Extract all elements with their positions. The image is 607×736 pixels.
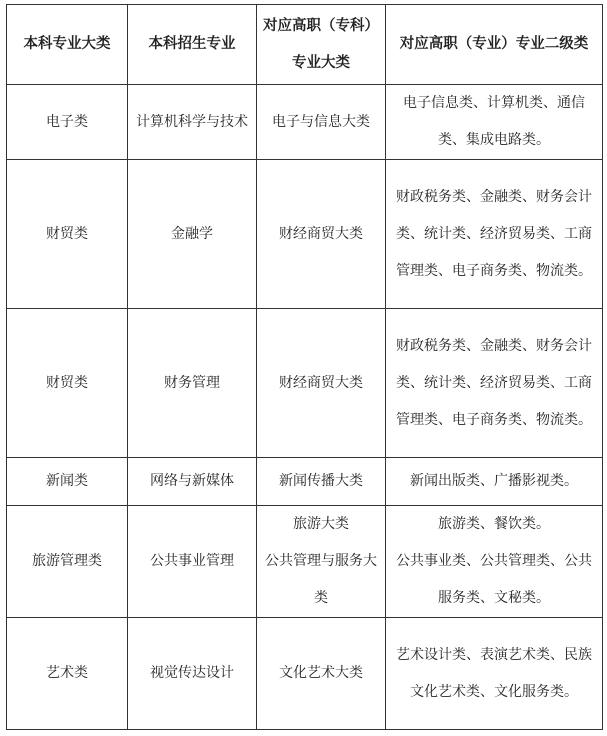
vocational-category-text: 旅游大类 bbox=[293, 516, 349, 532]
cell-vocational-category bbox=[257, 618, 386, 730]
cell-vocational-subcategory bbox=[386, 506, 603, 618]
cell-vocational-subcategory bbox=[386, 160, 603, 309]
vocational-subcategory-text: 旅游类、餐饮类。 bbox=[438, 516, 550, 532]
cell-undergrad-major: 公共事业管理 bbox=[128, 506, 257, 618]
cell-undergrad-major: 计算机科学与技术 bbox=[128, 85, 257, 160]
cell-vocational-subcategory bbox=[386, 309, 603, 458]
vocational-category-text: 财经商贸大类 bbox=[279, 225, 363, 242]
header-vocational-category: 对应高职（专科）专业大类 bbox=[257, 5, 386, 85]
cell-undergrad-major: 网络与新媒体 bbox=[128, 458, 257, 506]
cell-vocational-category bbox=[257, 506, 386, 618]
cell-undergrad-major: 财务管理 bbox=[128, 309, 257, 458]
table-row bbox=[7, 458, 603, 506]
table-row bbox=[7, 506, 603, 618]
cell-vocational-category bbox=[257, 85, 386, 160]
cell-undergrad-major: 视觉传达设计 bbox=[128, 618, 257, 730]
cell-category: 旅游管理类 bbox=[7, 506, 128, 618]
cell-category: 电子类 bbox=[7, 85, 128, 160]
cell-category: 财贸类 bbox=[7, 160, 128, 309]
vocational-subcategory-text: 财政税务类、金融类、财务会计类、统计类、经济贸易类、工商管理类、电子商务类、物流类。 bbox=[396, 188, 592, 279]
cell-undergrad-major: 金融学 bbox=[128, 160, 257, 309]
header-undergrad-major: 本科招生专业 bbox=[128, 5, 257, 85]
vocational-subcategory-text: 新闻出版类、广播影视类。 bbox=[410, 473, 578, 489]
cell-vocational-subcategory bbox=[386, 85, 603, 160]
header-undergrad-category: 本科专业大类 bbox=[7, 5, 128, 85]
vocational-category-text: 电子与信息大类 bbox=[272, 113, 370, 130]
vocational-subcategory-text: 公共事业类、公共管理类、公共服务类、文秘类。 bbox=[396, 553, 592, 606]
cell-category: 新闻类 bbox=[7, 458, 128, 506]
header-vocational-subcategory: 对应高职（专业）专业二级类 bbox=[386, 5, 603, 85]
cell-vocational-category bbox=[257, 309, 386, 458]
table-row bbox=[7, 618, 603, 730]
vocational-subcategory-text: 电子信息类、计算机类、通信类、集成电路类。 bbox=[403, 95, 585, 148]
table-header-row bbox=[7, 5, 603, 85]
vocational-category-text: 文化艺术大类 bbox=[279, 665, 363, 681]
cell-vocational-subcategory bbox=[386, 458, 603, 506]
majors-table bbox=[6, 4, 603, 730]
table-row bbox=[7, 160, 603, 309]
vocational-subcategory-text: 财政税务类、金融类、财务会计类、统计类、经济贸易类、工商管理类、电子商务类、物流类。 bbox=[396, 337, 592, 428]
cell-vocational-category bbox=[257, 160, 386, 309]
cell-category: 艺术类 bbox=[7, 618, 128, 730]
table-row bbox=[7, 309, 603, 458]
vocational-category-text: 新闻传播大类 bbox=[279, 473, 363, 489]
vocational-category-text: 公共管理与服务大类 bbox=[265, 553, 377, 606]
cell-vocational-category bbox=[257, 458, 386, 506]
vocational-category-text: 财经商贸大类 bbox=[279, 374, 363, 391]
cell-category: 财贸类 bbox=[7, 309, 128, 458]
vocational-subcategory-text: 艺术设计类、表演艺术类、民族文化艺术类、文化服务类。 bbox=[396, 646, 592, 700]
table-row bbox=[7, 85, 603, 160]
cell-vocational-subcategory bbox=[386, 618, 603, 730]
